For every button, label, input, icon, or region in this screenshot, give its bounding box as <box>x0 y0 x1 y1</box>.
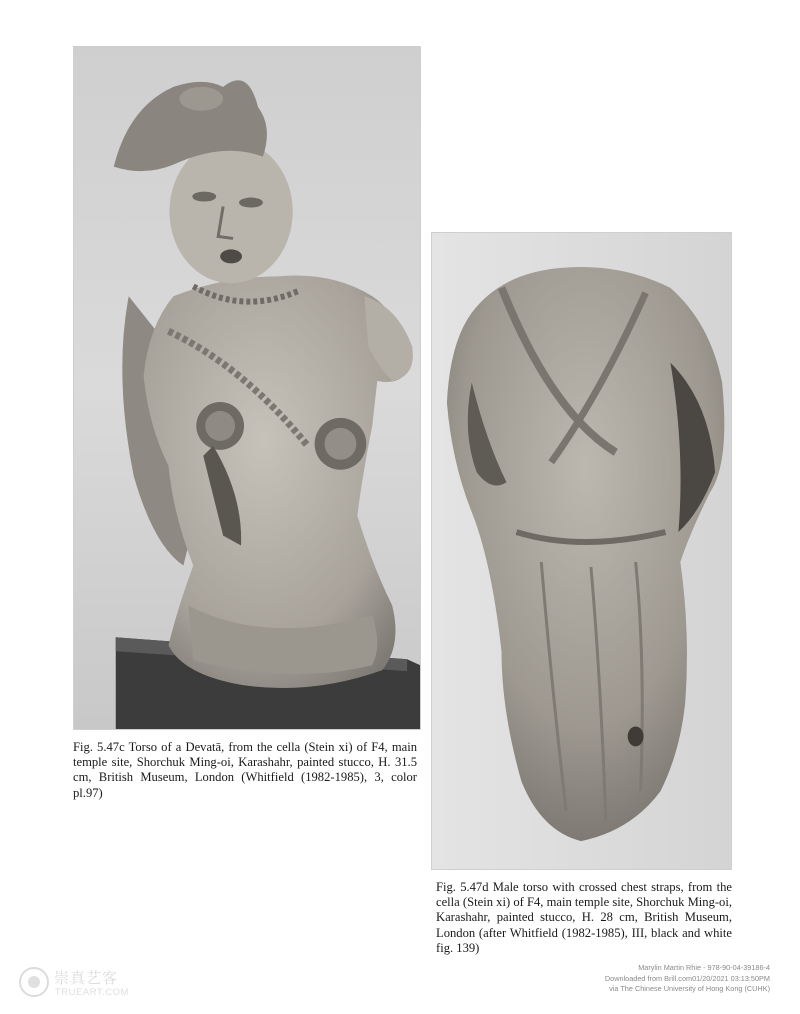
watermark-english-name: TRUEART.COM <box>55 987 129 998</box>
watermark-logo <box>18 964 148 1004</box>
figure-5-47c-caption: Fig. 5.47c Torso of a Devatā, from the cella (Stein xi) of F4, main temple site, Shorchuk Ming-oi, Karashahr, painted stucco, H. 31.5 cm, British Museum, London (Whitfield (1982-1985), 3, color pl.97) <box>73 740 417 800</box>
figure-5-47c-photo <box>73 46 421 730</box>
footer-download-source: Downloaded from Brill.com01/20/2021 03:13:50PM <box>604 973 770 983</box>
footer-author-isbn: Marylin Martin Rhie - 978-90-04-39186-4 <box>638 963 770 972</box>
figure-5-47d-caption: Fig. 5.47d Male torso with crossed chest straps, from the cella (Stein xi) of F4, main temple site, Shorchuk Ming-oi, Karashahr, painted stucco, H. 28 cm, British Museum, London (after Whitfield (1982-1985), III, black and white fig. 139) <box>436 880 732 955</box>
figure-5-47d-photo <box>431 232 732 870</box>
devata-torso-image <box>74 47 420 729</box>
watermark-chinese-name: 崇真艺客 <box>54 969 119 987</box>
footer-institution: via The Chinese University of Hong Kong (CUHK) <box>609 984 770 994</box>
male-torso-image <box>432 233 731 869</box>
download-footer <box>470 963 770 995</box>
trueart-logo-icon <box>18 966 50 998</box>
